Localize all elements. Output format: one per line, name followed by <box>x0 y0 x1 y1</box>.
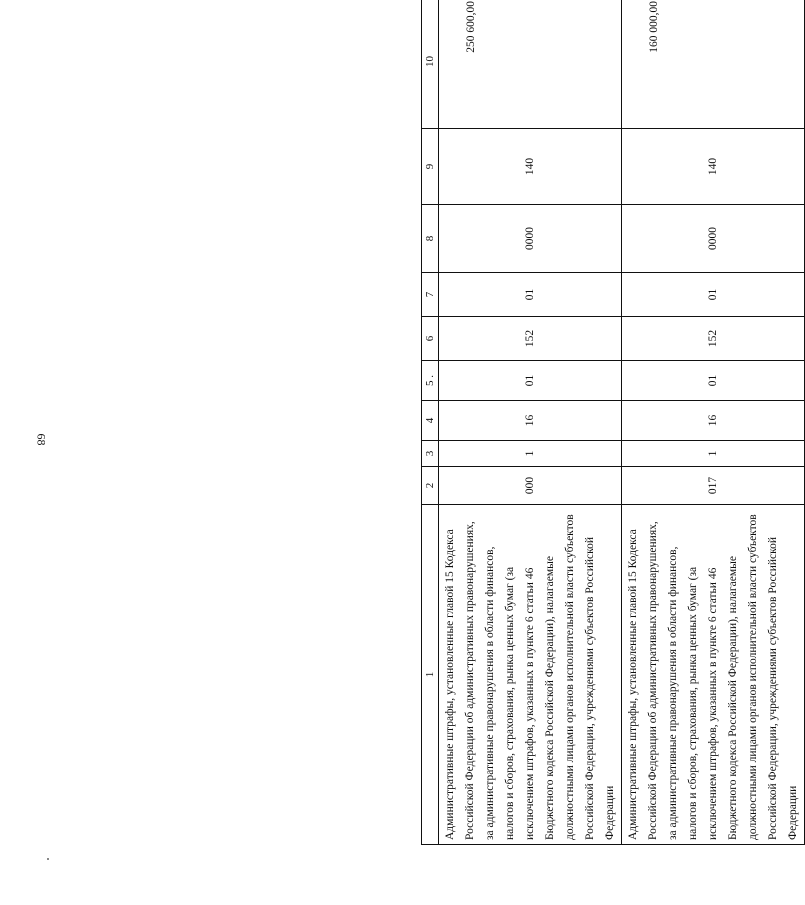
header-col-8: 8 <box>422 205 439 273</box>
scan-speck <box>47 858 49 860</box>
header-col-3: 3 <box>422 441 439 467</box>
table-row <box>439 0 622 845</box>
header-col-1: 1 <box>422 505 439 845</box>
header-col-6: 6 <box>422 317 439 361</box>
cell-subgroup: 16 <box>439 401 622 441</box>
cell-subgroup: 16 <box>622 401 805 441</box>
header-col-7: 7 <box>422 273 439 317</box>
cell-amount: 250 600,00 <box>439 0 622 129</box>
header-col-10: 10 <box>422 0 439 129</box>
cell-admin-code: 000 <box>439 467 622 505</box>
row-description: Административные штрафы, установленные главой 15 Кодекса Российской Федерации об административных правонарушениях, за административные правонарушения в области финансов, налогов и сборов, страхования, рынка ценных бумаг (за исключением штрафов, указанных в пункте 6 статьи 46 Бюджетного кодекса Российской Федерации), налагаемые должностными лицами органов исполнительной власти субъектов Российской Федерации, учреждениями субъектов Российской Федерации <box>439 505 622 845</box>
row-description: Административные штрафы, установленные главой 15 Кодекса Российской Федерации об административных правонарушениях, за административные правонарушения в области финансов, налогов и сборов, страхования, рынка ценных бумаг (за исключением штрафов, указанных в пункте 6 статьи 46 Бюджетного кодекса Российской Федерации), налагаемые должностными лицами органов исполнительной власти субъектов Российской Федерации, учреждениями субъектов Российской Федерации <box>622 505 805 845</box>
cell-subarticle: 152 <box>622 317 805 361</box>
cell-program: 0000 <box>622 205 805 273</box>
page-number: 68 <box>34 433 49 446</box>
header-col-4: 4 <box>422 401 439 441</box>
rotated-table-container <box>421 1 799 845</box>
table-header-row <box>422 0 439 845</box>
cell-group: 1 <box>439 441 622 467</box>
cell-program: 0000 <box>439 205 622 273</box>
table-row <box>622 0 805 845</box>
budget-revenue-table <box>421 0 805 845</box>
header-col-9: 9 <box>422 129 439 205</box>
cell-article: 01 <box>622 361 805 401</box>
cell-subarticle: 152 <box>439 317 622 361</box>
cell-amount: 160 000,00 <box>622 0 805 129</box>
cell-element: 01 <box>622 273 805 317</box>
header-col-5: 5 . <box>422 361 439 401</box>
cell-admin-code: 017 <box>622 467 805 505</box>
cell-ecoclass: 140 <box>439 129 622 205</box>
header-col-2: 2 <box>422 467 439 505</box>
cell-group: 1 <box>622 441 805 467</box>
cell-article: 01 <box>439 361 622 401</box>
cell-ecoclass: 140 <box>622 129 805 205</box>
cell-element: 01 <box>439 273 622 317</box>
